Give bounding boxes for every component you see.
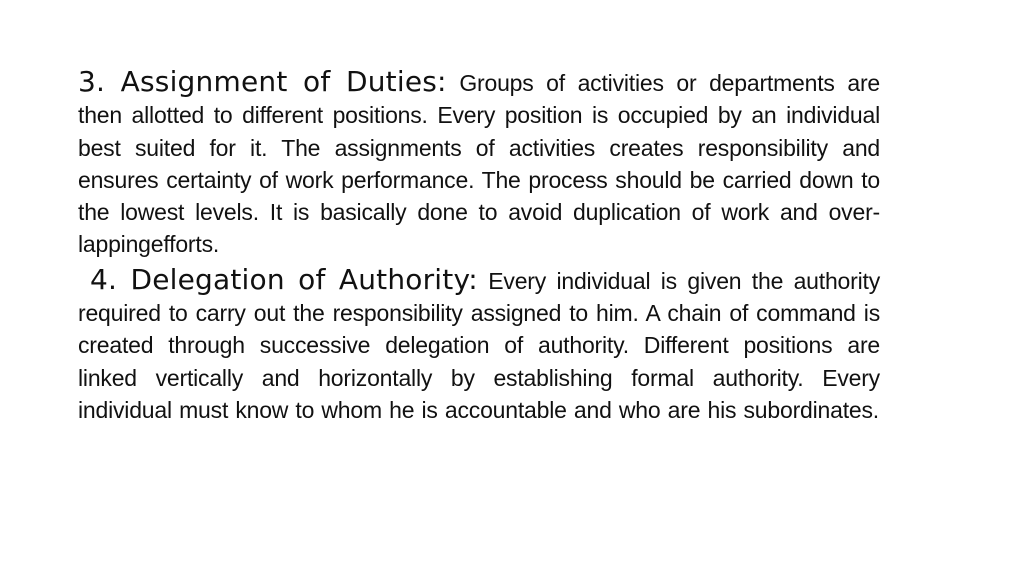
section-heading: 4. Delegation of Authority:: [90, 262, 478, 296]
slide-body: [78, 66, 880, 426]
section-body: Every individual is given the authority required to carry out the responsibility assigned to him. A chain of command is created through successive delegation of authority. Different positions are linked vertically and horizontally by establishing formal authority. Every individual must know to whom he is accountable and who are his subordinates.: [78, 267, 880, 423]
section-heading: 3. Assignment of Duties:: [78, 65, 447, 98]
section-assignment-of-duties: [78, 66, 880, 261]
section-body: Groups of activities or departments are then allotted to different positions. Every position is occupied by an individual best suited for it. The assignments of activities creates responsibility and ensures certainty of work performance. The process should be carried down to the lowest levels. It is basically done to avoid duplication of work and over-lappingefforts.: [78, 70, 880, 258]
section-delegation-of-authority: [78, 264, 880, 426]
